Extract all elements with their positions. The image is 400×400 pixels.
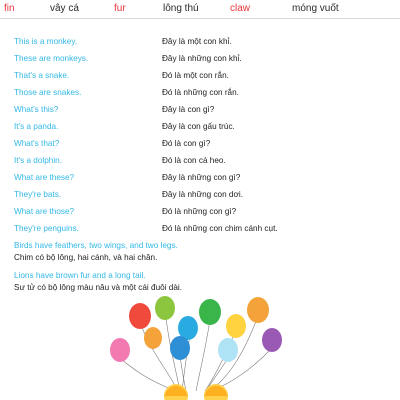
english-paragraph: Birds have feathers, two wings, and two legs. [14, 241, 178, 250]
vocab-meaning: lông thú [163, 3, 199, 14]
sentence-row [0, 36, 400, 53]
sentence-row [0, 87, 400, 104]
vocab-term: fur [114, 3, 126, 14]
english-sentence: This is a monkey. [14, 37, 78, 46]
english-sentence: What's that? [14, 139, 60, 148]
english-sentence: That's a snake. [14, 71, 70, 80]
vietnamese-sentence: Đây là những con dơi. [162, 190, 243, 199]
vietnamese-paragraph: Sư tử có bộ lông màu nâu và một cái đuôi dài. [14, 283, 182, 292]
english-sentence: They're penguins. [14, 224, 79, 233]
english-sentence: These are monkeys. [14, 54, 89, 63]
balloons-illustration [0, 296, 400, 400]
sentence-row [0, 172, 400, 189]
vietnamese-sentence: Đó là những con rắn. [162, 88, 239, 97]
sentence-row [0, 104, 400, 121]
english-sentence: Those are snakes. [14, 88, 82, 97]
vietnamese-sentence: Đó là một con rắn. [162, 71, 229, 80]
sentence-row [0, 138, 400, 155]
sentence-pairs [0, 36, 400, 240]
sentence-row [0, 206, 400, 223]
vietnamese-sentence: Đây là một con khỉ. [162, 37, 232, 46]
balloon [247, 297, 269, 323]
vietnamese-sentence: Đó là con gì? [162, 139, 211, 148]
vietnamese-sentence: Đây là những con khỉ. [162, 54, 242, 63]
sentence-row [0, 70, 400, 87]
english-sentence: What's this? [14, 105, 59, 114]
balloon [170, 336, 190, 360]
child-left [164, 384, 188, 400]
divider [0, 18, 400, 19]
balloon [218, 338, 238, 362]
sentence-row [0, 155, 400, 172]
balloon [226, 314, 246, 338]
sentence-row [0, 121, 400, 138]
sentence-row [0, 223, 400, 240]
balloon [144, 327, 162, 349]
vocab-term: claw [230, 3, 251, 14]
balloon [155, 296, 175, 320]
vocab-meaning: móng vuốt [292, 3, 339, 14]
vietnamese-sentence: Đây là con gấu trúc. [162, 122, 235, 131]
sentence-row [0, 189, 400, 206]
english-sentence: It's a dolphin. [14, 156, 62, 165]
english-sentence: It's a panda. [14, 122, 59, 131]
english-sentence: What are these? [14, 173, 75, 182]
vietnamese-sentence: Đây là những con gì? [162, 173, 241, 182]
vocabulary-strip [0, 0, 400, 18]
english-sentence: What are those? [14, 207, 75, 216]
vocab-meaning: vây cá [50, 3, 79, 14]
english-paragraph: Lions have brown fur and a long tail. [14, 271, 146, 280]
vietnamese-sentence: Đây là con gì? [162, 105, 215, 114]
paragraph-birds [14, 240, 394, 264]
balloon [129, 303, 151, 329]
vietnamese-sentence: Đó là những con chim cánh cụt. [162, 224, 278, 233]
balloon [262, 328, 282, 352]
vocab-term: fin [4, 3, 15, 14]
english-sentence: They're bats. [14, 190, 62, 199]
vietnamese-paragraph: Chim có bộ lông, hai cánh, và hai chân. [14, 253, 158, 262]
paragraph-lions [14, 270, 394, 294]
sentence-row [0, 53, 400, 70]
child-right [204, 384, 228, 400]
balloon [110, 338, 130, 362]
balloon [199, 299, 221, 325]
vietnamese-sentence: Đó là những con gì? [162, 207, 237, 216]
vietnamese-sentence: Đó là con cá heo. [162, 156, 226, 165]
